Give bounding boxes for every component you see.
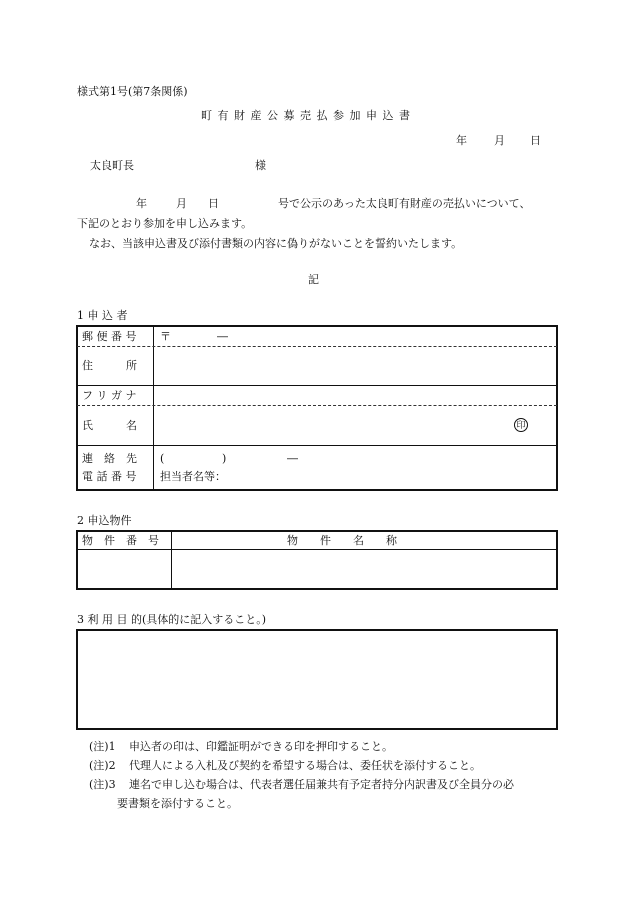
col-property-number: 物 件 番 号 [82, 534, 159, 547]
document-title: 町 有 財 産 公 募 売 払 参 加 申 込 書 [201, 109, 411, 122]
intro-month: 月 [176, 197, 187, 210]
phone-close-paren: ) [222, 452, 227, 465]
note3-text-cont: 要書類を添付すること。 [117, 797, 238, 810]
intro-year: 年 [136, 197, 147, 210]
date-month: 月 [494, 134, 505, 147]
purpose-box [76, 629, 558, 730]
seal-mark: 印 [514, 418, 528, 432]
phone-open-paren: ( [160, 452, 165, 465]
addressee-sama: 様 [255, 159, 266, 172]
furigana-label: フ リ ガ ナ [82, 389, 137, 402]
postal-label: 郵 便 番 号 [82, 330, 137, 343]
property-table-divider [171, 531, 172, 589]
section1-heading: 1 申 込 者 [77, 309, 128, 322]
ki-marker: 記 [308, 273, 319, 286]
section2-heading: 2 申込物件 [77, 514, 132, 527]
phone-dash: ― [287, 452, 298, 465]
note3-text: 連名で申し込む場合は、代表者選任届兼共有予定者持分内訳書及び全員分の必 [129, 778, 514, 791]
postal-dash: ― [217, 330, 228, 343]
note2-label: (注)2 [89, 759, 116, 772]
row-sep-furigana [77, 405, 557, 406]
form-number: 様式第1号(第7条関係) [77, 85, 188, 98]
row-sep-name [77, 445, 557, 446]
note1-text: 申込者の印は、印鑑証明ができる印を押印すること。 [129, 740, 393, 753]
name-label: 氏 名 [82, 419, 137, 432]
note3-label: (注)3 [89, 778, 116, 791]
intro-line1-tail: 号で公示のあった太良町有財産の売払いについて、 [278, 197, 531, 210]
applicant-table-divider [153, 326, 154, 490]
note1-label: (注)1 [89, 740, 116, 753]
postal-mark: 〒 [160, 330, 171, 343]
section3-heading: 3 利 用 目 的(具体的に記入すること。) [77, 613, 267, 626]
addressee-mayor: 太良町長 [90, 159, 134, 172]
phone-label: 電 話 番 号 [82, 470, 137, 483]
date-year: 年 [456, 134, 467, 147]
note2-text: 代理人による入札及び契約を希望する場合は、委任状を添付すること。 [129, 759, 481, 772]
row-sep-postal [77, 346, 557, 347]
applicant-table [76, 325, 558, 491]
property-header-sep [77, 549, 557, 550]
address-label: 住 所 [82, 359, 137, 372]
contact-label: 連 絡 先 [82, 452, 137, 465]
col-property-name: 物 件 名 称 [287, 534, 397, 547]
row-sep-address [77, 385, 557, 386]
date-day: 日 [530, 134, 541, 147]
intro-day: 日 [208, 197, 219, 210]
intro-line3: なお、当該申込書及び添付書類の内容に偽りがないことを誓約いたします。 [89, 237, 463, 250]
intro-line2: 下記のとおり参加を申し込みます。 [77, 217, 253, 230]
person-label: 担当者名等： [160, 470, 226, 483]
